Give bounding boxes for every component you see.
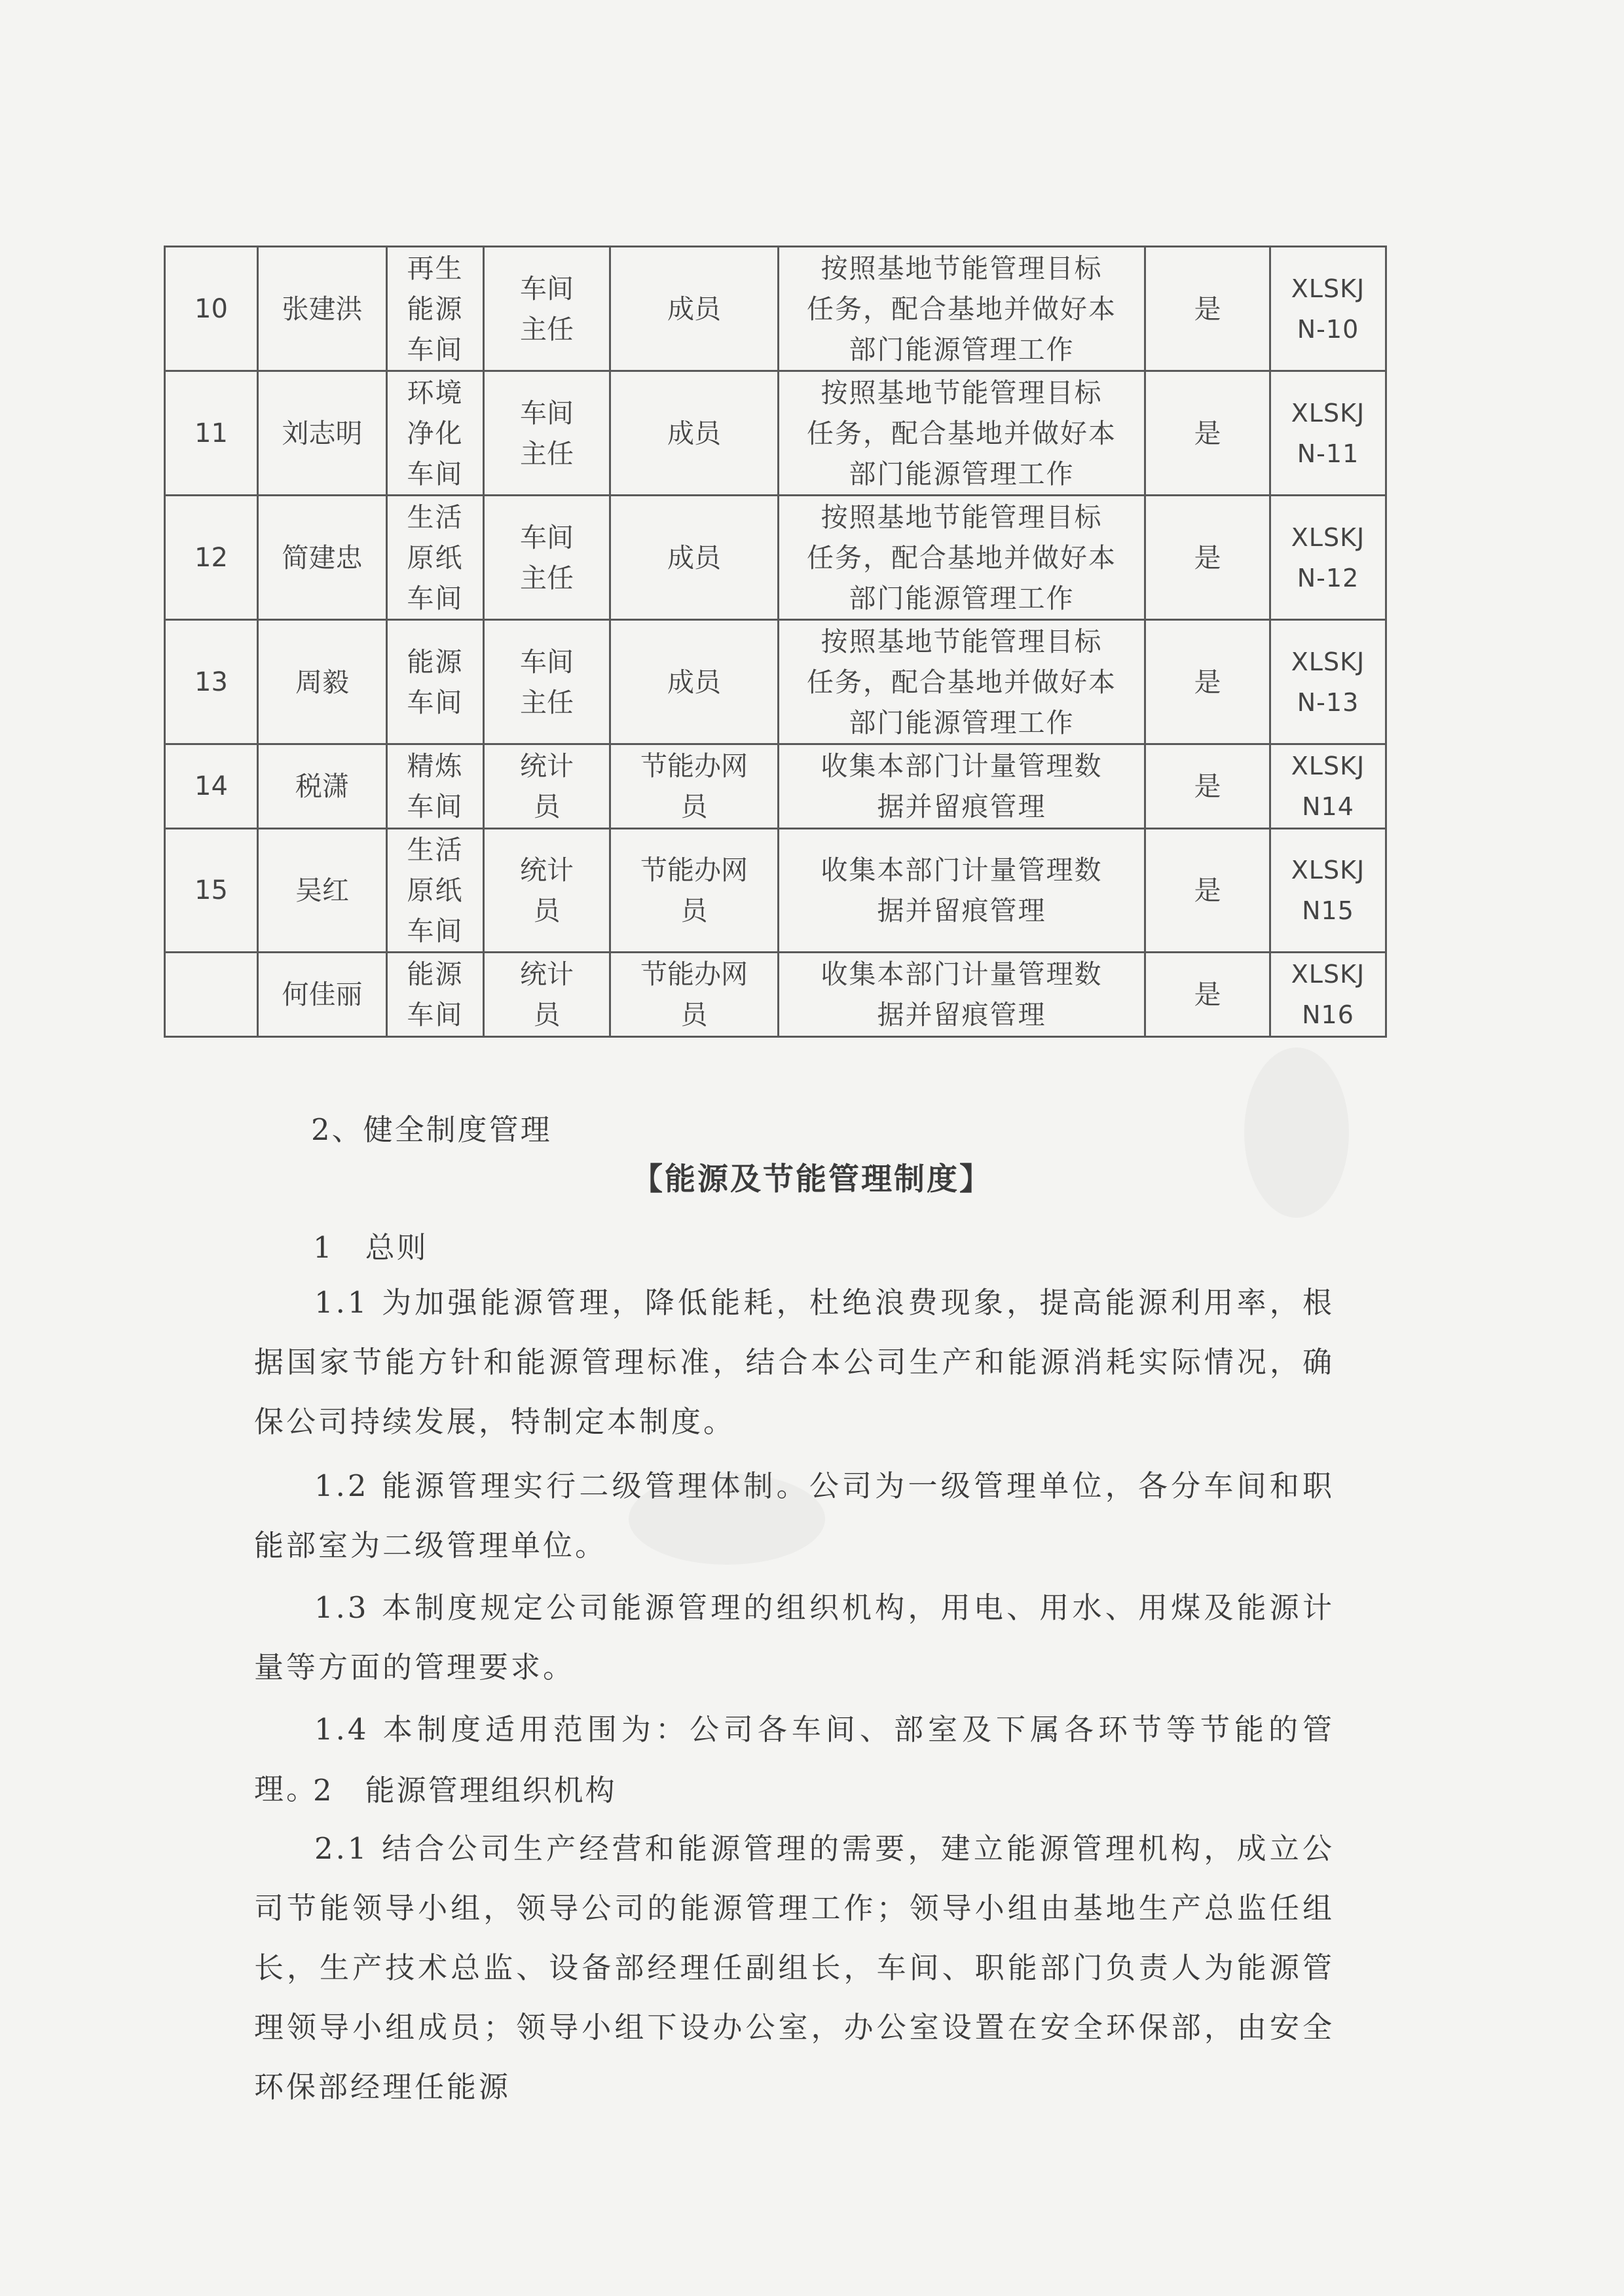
cell-duty: 收集本部门计量管理数 据并留痕管理 (779, 744, 1145, 829)
cell-no (165, 953, 258, 1037)
paragraph-1-2: 1.2 能源管理实行二级管理体制。公司为一级管理单位，各分车间和职能部室为二级管理单位。 (254, 1468, 1335, 1563)
table-row (165, 744, 1386, 829)
cell-role: 成员 (610, 371, 779, 496)
cell-role: 成员 (610, 247, 779, 371)
heading-general: 1 总则 (313, 1230, 428, 1265)
cell-name: 张建洪 (258, 247, 387, 371)
cell-code: XLSKJ N-11 (1270, 371, 1386, 496)
cell-code: XLSKJ N-12 (1270, 496, 1386, 620)
cell-no: 11 (165, 371, 258, 496)
cell-dept: 生活 原纸 车间 (387, 829, 484, 953)
cell-position: 车间 主任 (484, 496, 610, 620)
table-row (165, 496, 1386, 620)
cell-dept: 精炼 车间 (387, 744, 484, 829)
heading-organization: 2 能源管理组织机构 (313, 1773, 617, 1808)
cell-role: 成员 (610, 496, 779, 620)
cell-code: XLSKJ N-13 (1270, 620, 1386, 744)
cell-duty: 按照基地节能管理目标 任务，配合基地并做好本 部门能源管理工作 (779, 247, 1145, 371)
paragraph-1-3: 1.3 本制度规定公司能源管理的组织机构，用电、用水、用煤及能源计量等方面的管理要求。 (254, 1590, 1335, 1685)
cell-role: 节能办网 员 (610, 953, 779, 1037)
cell-name: 刘志明 (258, 371, 387, 496)
cell-position: 车间 主任 (484, 371, 610, 496)
table-row (165, 953, 1386, 1037)
cell-name: 简建忠 (258, 496, 387, 620)
table-row (165, 829, 1386, 953)
cell-duty: 收集本部门计量管理数 据并留痕管理 (779, 953, 1145, 1037)
table-row (165, 371, 1386, 496)
cell-trained: 是 (1145, 620, 1270, 744)
table-row (165, 620, 1386, 744)
cell-trained: 是 (1145, 953, 1270, 1037)
cell-duty: 按照基地节能管理目标 任务，配合基地并做好本 部门能源管理工作 (779, 496, 1145, 620)
cell-trained: 是 (1145, 247, 1270, 371)
cell-no: 12 (165, 496, 258, 620)
table-row (165, 247, 1386, 371)
energy-team-roster-table (164, 246, 1387, 1038)
cell-no: 10 (165, 247, 258, 371)
cell-no: 15 (165, 829, 258, 953)
cell-role: 节能办网 员 (610, 744, 779, 829)
cell-name: 税潇 (258, 744, 387, 829)
cell-code: XLSKJ N-10 (1270, 247, 1386, 371)
cell-no: 13 (165, 620, 258, 744)
cell-dept: 能源 车间 (387, 953, 484, 1037)
cell-duty: 收集本部门计量管理数 据并留痕管理 (779, 829, 1145, 953)
cell-trained: 是 (1145, 496, 1270, 620)
section-heading: 2、健全制度管理 (311, 1112, 552, 1147)
cell-no: 14 (165, 744, 258, 829)
cell-name: 周毅 (258, 620, 387, 744)
cell-duty: 按照基地节能管理目标 任务，配合基地并做好本 部门能源管理工作 (779, 371, 1145, 496)
cell-dept: 再生 能源 车间 (387, 247, 484, 371)
cell-code: XLSKJ N14 (1270, 744, 1386, 829)
cell-role: 成员 (610, 620, 779, 744)
cell-position: 车间 主任 (484, 620, 610, 744)
paragraph-1-4: 1.4 本制度适用范围为：公司各车间、部室及下属各环节等节能的管理。 (254, 1712, 1335, 1806)
cell-position: 车间 主任 (484, 247, 610, 371)
document-title: 【能源及节能管理制度】 (632, 1161, 992, 1197)
cell-trained: 是 (1145, 829, 1270, 953)
cell-trained: 是 (1145, 371, 1270, 496)
cell-position: 统计 员 (484, 829, 610, 953)
cell-role: 节能办网 员 (610, 829, 779, 953)
cell-trained: 是 (1145, 744, 1270, 829)
cell-dept: 生活 原纸 车间 (387, 496, 484, 620)
cell-duty: 按照基地节能管理目标 任务，配合基地并做好本 部门能源管理工作 (779, 620, 1145, 744)
paragraph-2-1: 2.1 结合公司生产经营和能源管理的需要，建立能源管理机构，成立公司节能领导小组，领导公司的能源管理工作；领导小组由基地生产总监任组长，生产技术总监、设备部经理任副组长，车间、职能部门负责人为能源管理领导小组成员；领导小组下设办公室，办公室设置在安全环保部，由安全环保部经理任能源 (254, 1831, 1335, 2104)
cell-code: XLSKJ N16 (1270, 953, 1386, 1037)
cell-dept: 能源 车间 (387, 620, 484, 744)
cell-name: 吴红 (258, 829, 387, 953)
cell-position: 统计 员 (484, 953, 610, 1037)
cell-code: XLSKJ N15 (1270, 829, 1386, 953)
cell-position: 统计 员 (484, 744, 610, 829)
paragraph-1-1: 1.1 为加强能源管理，降低能耗，杜绝浪费现象，提高能源利用率，根据国家节能方针和能源管理标准，结合本公司生产和能源消耗实际情况，确保公司持续发展，特制定本制度。 (254, 1285, 1335, 1439)
cell-dept: 环境 净化 车间 (387, 371, 484, 496)
cell-name: 何佳丽 (258, 953, 387, 1037)
